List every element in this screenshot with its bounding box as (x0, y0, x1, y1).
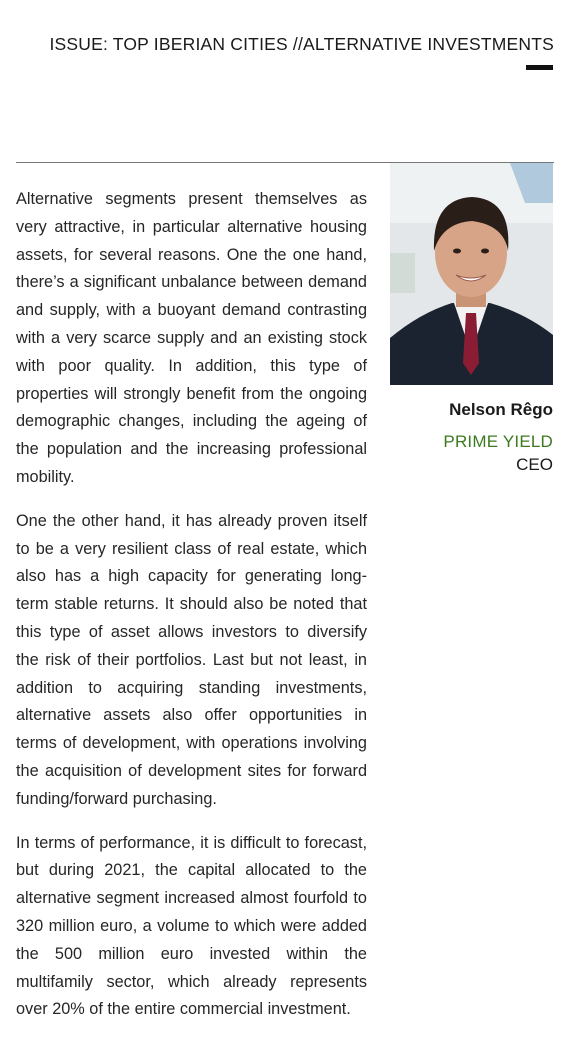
header-accent-bar (526, 65, 553, 70)
author-role: CEO (516, 455, 553, 474)
article-paragraph-1: Alternative segments present themselves as very attractive, in particular alternative housing assets, for several reasons. One the one hand, there’s a significant unbalance between demand and supply, with a buoyant demand contrasting with a very scarce supply and an existing stock with poor quality. In addition, this type of properties will strongly benefit from the ongoing demographic changes, including the ageing of the population and the increasing professional mobility. (16, 190, 367, 486)
author-company: PRIME YIELD (443, 432, 553, 451)
article-paragraph-3: In terms of performance, it is difficult to forecast, but during 2021, the capital allocated to the alternative segment increased almost fourfold to 320 million euro, a volume to which were added the 500 million euro invested within the multifamily sector, which already represents over 20% of the entire commercial investment. (16, 833, 367, 1019)
issue-header: ISSUE: TOP IBERIAN CITIES //ALTERNATIVE INVESTMENTS (49, 34, 554, 54)
author-name: Nelson Rêgo (449, 400, 553, 419)
article-paragraph-2: One the other hand, it has already proven itself to be a very resilient class of real estate, which also has a high capacity for generating long-term stable returns. It should also be noted that this type of asset allows investors to diversify the risk of their portfolios. Last but not least, in addition to acquiring standing investments, alternative assets also offer opportunities in terms of development, with operations involving the acquisition of development sites for forward funding/forward purchasing. (16, 511, 367, 808)
article-body (16, 186, 367, 1040)
author-portrait (390, 163, 553, 385)
